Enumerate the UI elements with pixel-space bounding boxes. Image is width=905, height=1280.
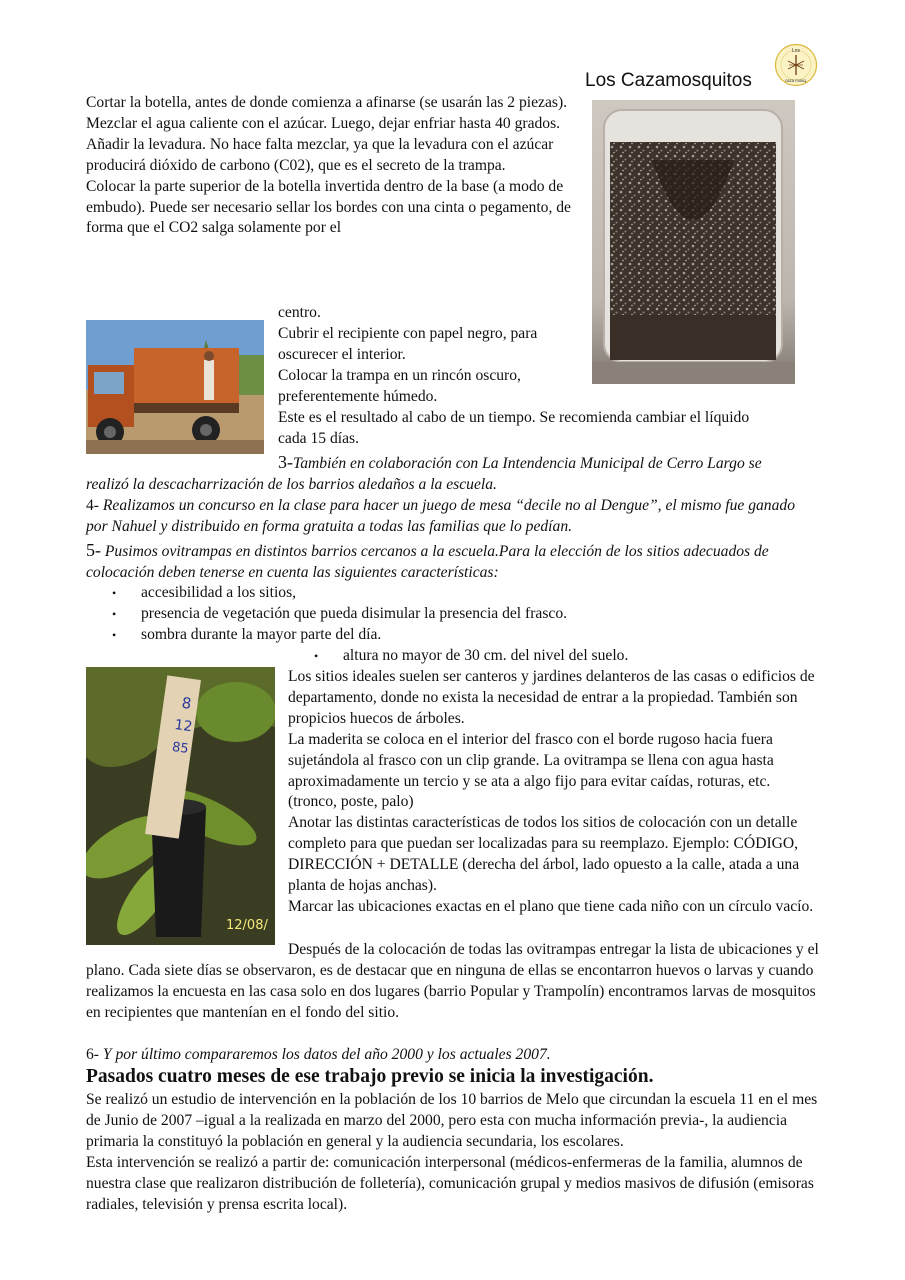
intro-step-invert-top: Colocar la parte superior de la botella invertida dentro de la base (a modo de embudo). Puede ser necesario sellar los bordes con una cinta o pegamento, de forma que el CO2 salga solamente por el xyxy=(86,177,571,237)
intervention-study-paragraph: Se realizó un estudio de intervención en la población de los 10 barrios de Melo que circundan la escuela 11 en el mes de Junio de 2007 –igual a la realizada en marzo del 2000, pero esta con mucha información previa-, la audiencia primaria la constituyó la población en general y la audiencia secundaria, los escolares. xyxy=(86,1091,818,1150)
ideal-sites-paragraph: Los sitios ideales suelen ser canteros y jardines delanteros de las casas o edificios de departamento, donde no exista la necesidad de entrar a la propiedad. También son propicios huecos de árboles. xyxy=(288,668,815,727)
item-6-comparison: 6- Y por último compararemos los datos del año 2000 y los actuales 2007. xyxy=(86,1046,551,1063)
document-header-title: Los Cazamosquitos xyxy=(585,70,752,91)
record-sites-paragraph: Anotar las distintas características de todos los sitios de colocación con un detalle completo para que puedan ser localizadas para su reemplazo. Ejemplo: CÓDIGO, DIRECCIÓN + DETALLE (derecha del árbol, lado opuesto a la calle, atada a una planta de hojas anchas). xyxy=(288,814,800,895)
stake-label-line1: 8 xyxy=(180,693,193,713)
wood-stick-paragraph: La maderita se coloca en el interior del frasco con el borde rugoso hacia fuera sujetándola al frasco con un clip grande. La ovitrampa se llena con agua hasta aproximadamente un tercio y se ata a algo fijo para evitar caídas, roturas, etc. (tronco, poste, palo) xyxy=(288,730,774,811)
ovitrap-photo xyxy=(86,667,275,945)
step-cover-black-paper: Cubrir el recipiente con papel negro, para oscurecer el interior. xyxy=(278,324,538,363)
criterion-height: • altura no mayor de 30 cm. del nivel del suelo. xyxy=(288,646,808,667)
intro-step-add-yeast: Añadir la levadura. No hace falta mezclar, ya que la levadura con el azúcar producirá dióxido de carbono (C02), que es el secreto de la trampa. xyxy=(86,135,554,174)
stake-label-line2: 12 xyxy=(173,716,194,736)
communication-channels-paragraph: Esta intervención se realizó a partir de: comunicación interpersonal (médicos-enfermeras de la familia, alumnos de nuestra clase que realizaron distribución de folletería), comunicación grupal y medios masivos de difusión (emisoras radiales, televisión y prensa escrita local). xyxy=(86,1153,814,1213)
svg-text:caza mosq.: caza mosq. xyxy=(785,78,807,83)
result-paragraph: Este es el resultado al cabo de un tiempo. Se recomienda cambiar el líquido cada 15 días. xyxy=(278,409,750,447)
mosquito-trap-photo xyxy=(592,100,795,384)
item-3-descacharrizacion: 3-También en colaboración con La Intendencia Municipal de Cerro Largo se realizó la descacharrización de los barrios aledaños a la escuela. xyxy=(86,452,762,493)
investigation-heading: Pasados cuatro meses de ese trabajo previo se inicia la investigación. xyxy=(86,1066,654,1087)
truck-descacharrizacion-photo xyxy=(86,320,264,454)
criterion-shade: • sombra durante la mayor parte del día. xyxy=(86,625,806,646)
closing-paragraphs xyxy=(86,1090,821,1215)
intro-step-cut-bottle: Cortar la botella, antes de donde comienza a afinarse (se usarán las 2 piezas). xyxy=(86,94,568,111)
ovitrap-instructions xyxy=(288,667,818,918)
site-criteria-list xyxy=(86,583,806,646)
photo-date-stamp: 12/08/ xyxy=(226,918,268,933)
criterion-accessibility: • accesibilidad a los sitios, xyxy=(86,583,806,604)
intro-paragraphs xyxy=(86,93,578,239)
intro-step-mix-water: Mezclar el agua caliente con el azúcar. Luego, dejar enfriar hasta 40 grados. xyxy=(86,114,561,132)
cazamosquitos-logo xyxy=(774,43,818,87)
criterion-vegetation: • presencia de vegetación que pueda disimular la presencia del frasco. xyxy=(86,604,806,625)
item-5-ovitraps: 5- Pusimos ovitrampas en distintos barrios cercanos a la escuela.Para la elección de los sitios adecuados de colocación deben tenerse en cuenta las siguientes características: xyxy=(86,540,769,581)
intro-continuation xyxy=(278,303,578,408)
mark-map-paragraph: Marcar las ubicaciones exactas en el plano que tiene cada niño con un círculo vacío. xyxy=(288,897,814,915)
after-placement-paragraph: Después de la colocación de todas las ovitrampas entregar la lista de ubicaciones y el plano. Cada siete días se observaron, es de destacar que en ninguna de ellas se encontarron huevos o larvas y cuando realizamos la encuesta en las casa solo en dos lugares (barrio Popular y Trampolín) encontramos larvas de mosquitos en recipientes que mantenían en el fondo del sitio. xyxy=(86,941,819,1021)
intro-centro-word: centro. xyxy=(278,304,321,321)
item-4-dengue-game: 4- Realizamos un concurso en la clase para hacer un juego de mesa “decile no al Dengue”, el mismo fue ganado por Nahuel y distribuido en forma gratuita a todas las familias que lo pedían. xyxy=(86,497,795,535)
svg-text:Los: Los xyxy=(791,48,801,54)
step-place-dark-corner: Colocar la trampa en un rincón oscuro, preferentemente húmedo. xyxy=(278,366,521,405)
stake-label-line3: 85 xyxy=(171,739,190,758)
